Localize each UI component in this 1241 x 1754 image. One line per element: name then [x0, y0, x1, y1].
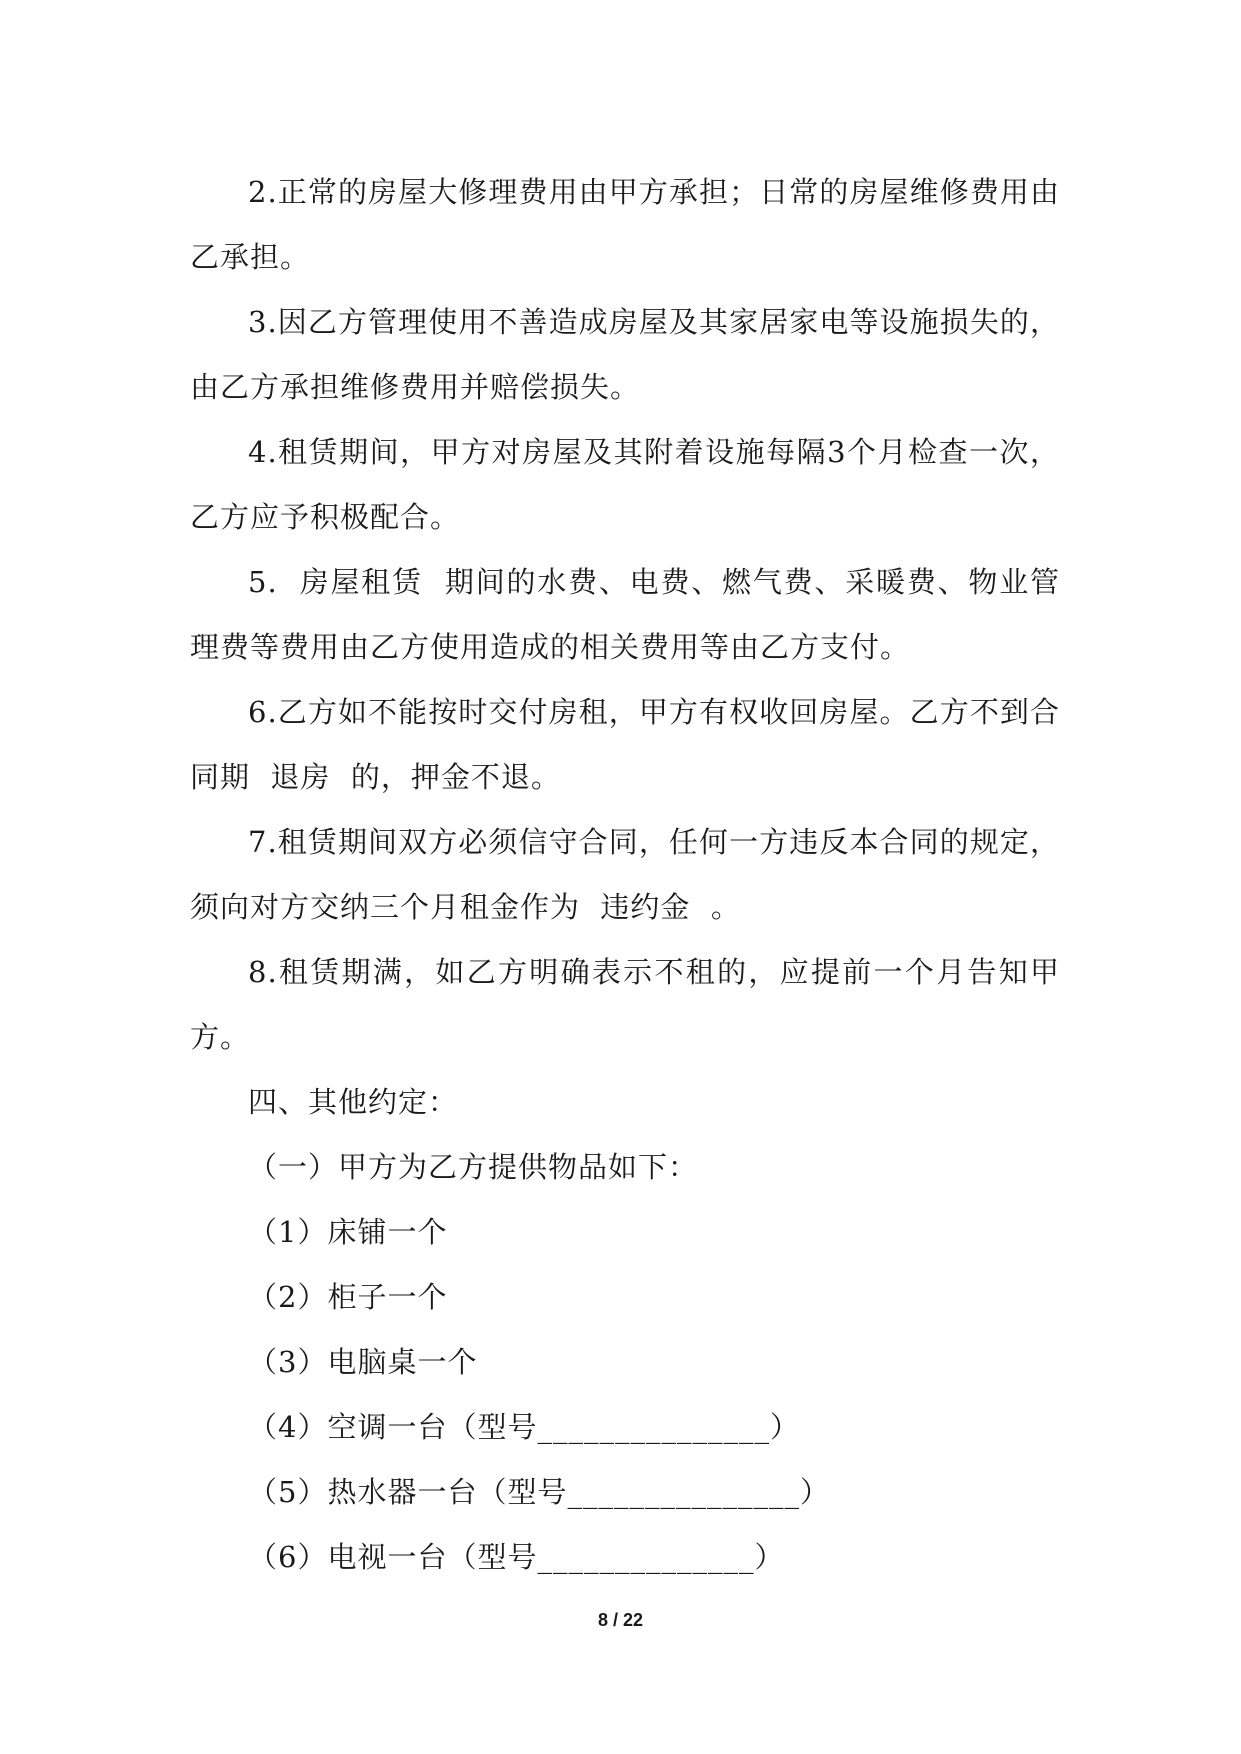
list-item-cabinet: （2）柜子一个 — [248, 1280, 448, 1314]
list-item-television: （6）电视一台（型号______________） — [248, 1540, 785, 1574]
provided-items-intro: （一）甲方为乙方提供物品如下： — [248, 1150, 699, 1184]
clause-4-paragraph: 4.租赁期间，甲方对房屋及其附着设施每隔3个月检查一次，乙方应予积极配合。 — [190, 435, 1060, 534]
list-item-air-conditioner: （4）空调一台（型号_______________） — [248, 1410, 800, 1444]
clause-2-paragraph: 2.正常的房屋大修理费用由甲方承担；日常的房屋维修费用由乙承担。 — [190, 175, 1060, 274]
clause-6-paragraph: 6.乙方如不能按时交付房租，甲方有权收回房屋。乙方不到合同期 退房 的，押金不退。 — [190, 695, 1060, 794]
document-body — [190, 160, 1060, 1590]
clause-7-paragraph: 7.租赁期间双方必须信守合同，任何一方违反本合同的规定，须向对方交纳三个月租金作为 违约金 。 — [190, 825, 1060, 924]
clause-3-paragraph: 3.因乙方管理使用不善造成房屋及其家居家电等设施损失的，由乙方承担维修费用并赔偿损失。 — [190, 305, 1060, 404]
list-item-computer-desk: （3）电脑桌一个 — [248, 1345, 478, 1379]
list-item-water-heater: （5）热水器一台（型号_______________） — [248, 1475, 830, 1509]
clause-5-paragraph: 5. 房屋租赁 期间的水费、电费、燃气费、采暖费、物业管理费等费用由乙方使用造成的相关费用等由乙方支付。 — [190, 565, 1060, 664]
page-number: 8 / 22 — [597, 1610, 644, 1630]
list-item-bed: （1）床铺一个 — [248, 1215, 448, 1249]
section-four-heading: 四、其他约定： — [248, 1085, 459, 1119]
clause-8-paragraph: 8.租赁期满，如乙方明确表示不租的，应提前一个月告知甲方。 — [190, 955, 1060, 1054]
